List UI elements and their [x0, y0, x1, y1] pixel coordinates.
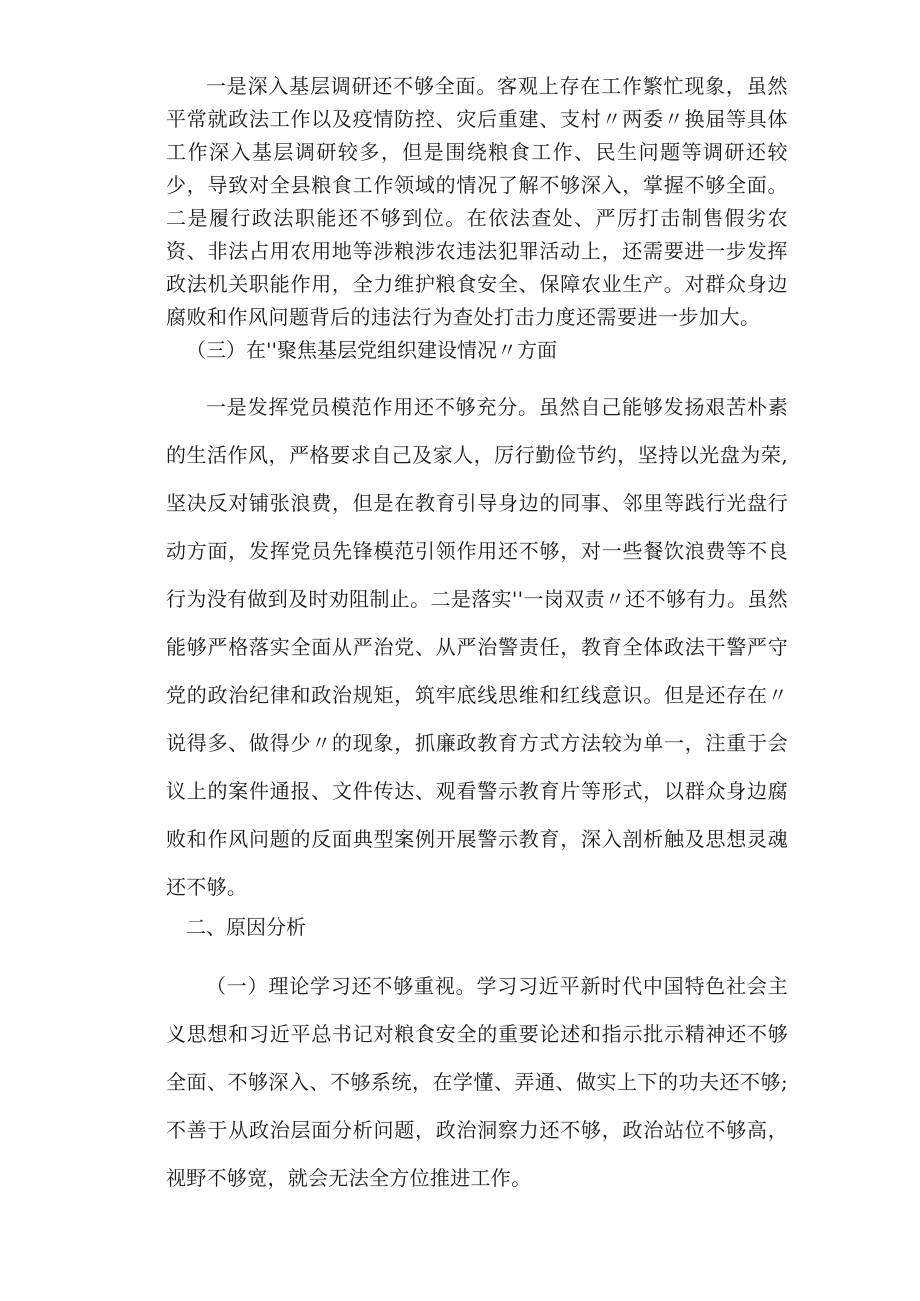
document-body — [166, 70, 788, 1202]
section-heading-cause-analysis: 二、原因分析 — [186, 915, 306, 939]
section-heading-party-building: （三）在''聚焦基层党组织建设情况〃方面 — [186, 338, 557, 362]
paragraph-research-and-duties: 一是深入基层调研还不够全面。客观上存在工作繁忙现象，虽然平常就政法工作以及疫情防控、灾后重建、支村〃两委〃换届等具体工作深入基层调研较多，但是围绕粮食工作、民生问题等调研还较少，导致对全县粮食工作领域的情况了解不够深入，掌握不够全面。二是履行政法职能还不够到位。在依法查处、严厉打击制售假劣农资、非法占用农用地等涉粮涉农违法犯罪活动上，还需要进一步发挥政法机关职能作用，全力维护粮食安全、保障农业生产。对群众身边腐败和作风问题背后的违法行为查处打击力度还需要进一步加大。 — [166, 74, 788, 329]
paragraph-theory-study: （一）理论学习还不够重视。学习习近平新时代中国特色社会主义思想和习近平总书记对粮食安全的重要论述和指示批示精神还不够全面、不够深入、不够系统，在学懂、弄通、做实上下的功夫还不够;不善于从政治层面分析问题，政治洞察力还不够，政治站位不够高，视野不够宽，就会无法全方位推进工作。 — [166, 974, 788, 1190]
paragraph-party-member-role: 一是发挥党员模范作用还不够充分。虽然自己能够发扬艰苦朴素的生活作风，严格要求自己及家人，厉行勤俭节约，坚持以光盘为荣,坚决反对铺张浪费，但是在教育引导身边的同事、邻里等践行光盘行动方面，发挥党员先锋模范引领作用还不够，对一些餐饮浪费等不良行为没有做到及时劝阻制止。二是落实''一岗双责〃还不够有力。虽然能够严格落实全面从严治党、从严治警责任，教育全体政法干警严守党的政治纪律和政治规矩，筑牢底线思维和红线意识。但是还存在〃说得多、做得少〃的现象，抓廉政教育方式方法较为单一，注重于会议上的案件通报、文件传达、观看警示教育片等形式，以群众身边腐败和作风问题的反面典型案例开展警示教育，深入剖析触及思想灵魂还不够。 — [166, 395, 788, 899]
